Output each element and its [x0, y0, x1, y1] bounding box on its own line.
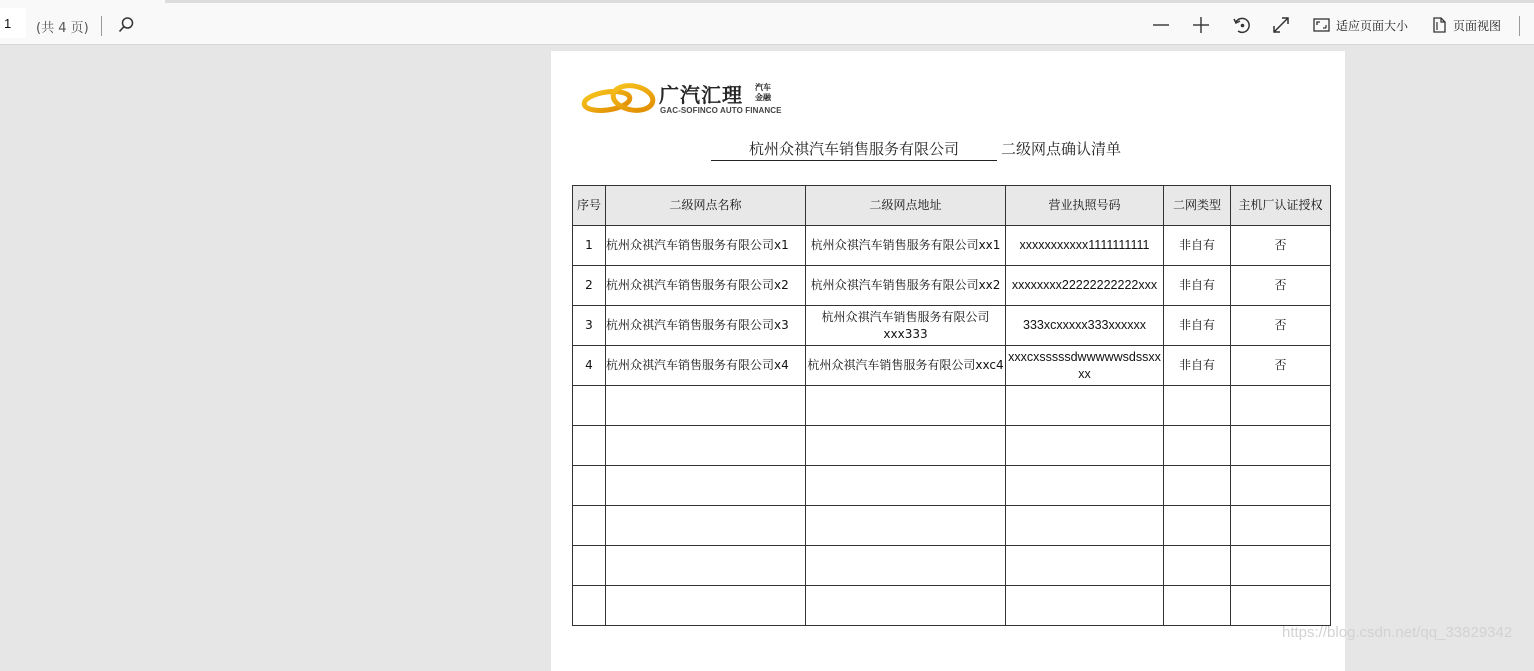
cell-no: 2 [573, 266, 606, 306]
empty-row [573, 466, 1331, 506]
toolbar-top-strip [165, 0, 1534, 3]
cell-auth: 否 [1231, 346, 1331, 386]
expand-icon [1271, 15, 1291, 35]
company-logo [581, 81, 781, 121]
cell-name: 杭州众祺汽车销售服务有限公司x3 [606, 306, 806, 346]
fit-page-label: 适应页面大小 [1336, 18, 1409, 33]
table-header-row [573, 186, 1331, 226]
search-button[interactable] [115, 14, 137, 36]
page-total-label: (共 4 页) [36, 21, 89, 36]
cell-license: xxxcxsssssdwwwwwsdssxxxx [1006, 346, 1164, 386]
title-company: 杭州众祺汽车销售服务有限公司 [711, 138, 997, 161]
cell-no: 4 [573, 346, 606, 386]
zoom-out-button[interactable] [1150, 14, 1172, 36]
logo-chinese-subtitle: 汽车金融 [755, 83, 771, 102]
table-row [573, 266, 1331, 306]
rotate-icon [1232, 15, 1252, 35]
header-address: 二级网点地址 [806, 186, 1006, 226]
fit-page-button[interactable] [1313, 14, 1408, 36]
cell-auth: 否 [1231, 306, 1331, 346]
header-name: 二级网点名称 [606, 186, 806, 226]
page-view-icon [1432, 17, 1447, 33]
empty-row [573, 506, 1331, 546]
logo-chinese-name: 广汽汇理 [659, 83, 743, 107]
cell-name: 杭州众祺汽车销售服务有限公司x4 [606, 346, 806, 386]
logo-english-name: GAC-SOFINCO AUTO FINANCE [660, 106, 782, 115]
table-row [573, 346, 1331, 386]
cell-type: 非自有 [1164, 306, 1231, 346]
empty-row [573, 546, 1331, 586]
rotate-button[interactable] [1231, 14, 1253, 36]
cell-name: 杭州众祺汽车销售服务有限公司x1 [606, 226, 806, 266]
fit-page-icon [1313, 18, 1330, 32]
toolbar-divider [101, 16, 102, 36]
cell-license: xxxxxxxxxxx1111111111 [1006, 226, 1164, 266]
zoom-out-icon [1151, 15, 1171, 35]
empty-row [573, 426, 1331, 466]
cell-no: 1 [573, 226, 606, 266]
empty-row [573, 386, 1331, 426]
zoom-in-button[interactable] [1190, 14, 1212, 36]
header-license: 营业执照号码 [1006, 186, 1164, 226]
toolbar-divider-right [1519, 16, 1520, 36]
header-auth: 主机厂认证授权 [1231, 186, 1331, 226]
cell-name: 杭州众祺汽车销售服务有限公司x2 [606, 266, 806, 306]
title-suffix: 二级网点确认清单 [1001, 140, 1122, 158]
cell-type: 非自有 [1164, 266, 1231, 306]
cell-auth: 否 [1231, 226, 1331, 266]
cell-type: 非自有 [1164, 346, 1231, 386]
outlet-table [572, 185, 1331, 626]
page-view-label: 页面视图 [1453, 18, 1502, 33]
cell-no: 3 [573, 306, 606, 346]
zoom-in-icon [1191, 15, 1211, 35]
header-no: 序号 [573, 186, 606, 226]
header-type: 二网类型 [1164, 186, 1231, 226]
logo-swirl-icon [581, 81, 659, 121]
page-number-input[interactable] [0, 8, 26, 38]
cell-address: 杭州众祺汽车销售服务有限公司xx1 [806, 226, 1006, 266]
pdf-page [551, 51, 1345, 671]
search-icon [116, 15, 136, 35]
cell-type: 非自有 [1164, 226, 1231, 266]
empty-row [573, 586, 1331, 626]
cell-license: 333xcxxxxx333xxxxxx [1006, 306, 1164, 346]
cell-address: 杭州众祺汽车销售服务有限公司xxx333 [806, 306, 1006, 346]
table-row [573, 306, 1331, 346]
pdf-toolbar [0, 0, 1534, 45]
table-row [573, 226, 1331, 266]
fullscreen-button[interactable] [1270, 14, 1292, 36]
watermark-text: https://blog.csdn.net/qq_33829342 [1282, 624, 1513, 641]
cell-address: 杭州众祺汽车销售服务有限公司xx2 [806, 266, 1006, 306]
document-title [711, 138, 1121, 160]
cell-license: xxxxxxxx22222222222xxx [1006, 266, 1164, 306]
page-view-button[interactable] [1432, 14, 1501, 36]
cell-auth: 否 [1231, 266, 1331, 306]
cell-address: 杭州众祺汽车销售服务有限公司xxc4 [806, 346, 1006, 386]
